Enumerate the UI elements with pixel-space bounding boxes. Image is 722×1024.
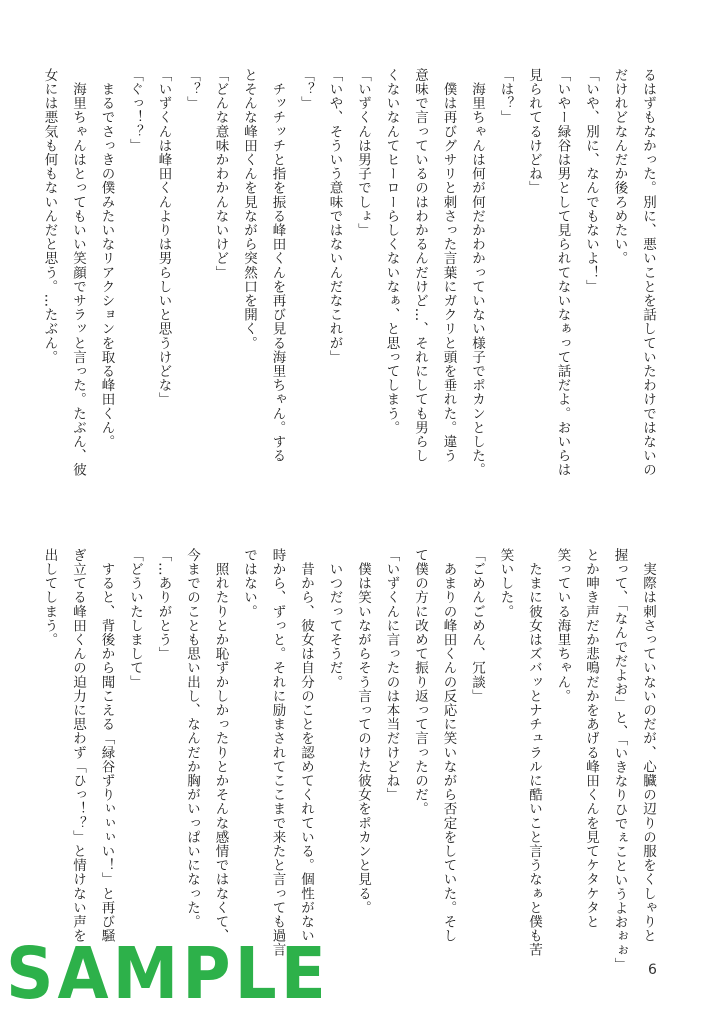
text-line: 「ごめんごめん、冗談」 bbox=[469, 548, 485, 704]
text-line: 「…ありがとう」 bbox=[155, 548, 172, 661]
text-line: 「いずくんは男子でしょ」 bbox=[355, 68, 371, 238]
text-line: 笑っている海里ちゃん。 bbox=[554, 548, 571, 704]
text-line: 海里ちゃんは何が何だかわかっていない様子でポカンとした。 bbox=[469, 68, 485, 477]
text-line: 出してしまう。 bbox=[41, 548, 58, 647]
text-line: 見られてるけどね」 bbox=[526, 68, 542, 195]
text-line: 「ぐっ！？」 bbox=[127, 68, 143, 153]
text-line: あまりの峰田くんの反応に笑いながら否定をしていた。そし bbox=[440, 548, 457, 943]
text-line: て僕の方に改めて振り返って言ったのだ。 bbox=[412, 548, 428, 816]
text-line: 握って、「なんでだよお」と、「いきなりひでぇこというよおぉぉ」 bbox=[611, 548, 628, 972]
text-line: ぎ立てる峰田くんの迫力に思わず「ひっ！？」と情けない声を bbox=[70, 548, 86, 943]
text-line: 実際は刺さっていないのだが、心臓の辺りの服をくしゃりと bbox=[640, 548, 656, 943]
text-line: 「いずくんに言ったのは本当だけどね」 bbox=[383, 548, 400, 802]
text-line: 「いずくんは峰田くんよりは男らしいと思うけどな」 bbox=[155, 68, 172, 407]
text-line: 時から、ずっと。それに励まされてここまで来たと言っても過言 bbox=[269, 548, 286, 957]
text-line: とか呻き声だか悲鳴だかをあげる峰田くんを見てケタケタと bbox=[583, 548, 599, 929]
text-line: まるでさっきの僕みたいなリアクションを取る峰田くん。 bbox=[98, 68, 115, 449]
text-line: だけれどなんだか後ろめたい。 bbox=[611, 68, 628, 266]
text-line: とそんな峰田くんを見ながら突然口を開く。 bbox=[241, 68, 257, 350]
page-number: 6 bbox=[648, 962, 657, 978]
text-line: 笑いした。 bbox=[497, 548, 514, 619]
text-line: いつだってそうだ。 bbox=[326, 548, 343, 689]
text-line: 「？」 bbox=[298, 68, 314, 111]
text-line: 「どんな意味かわかんないけど」 bbox=[212, 68, 229, 280]
text-line: 「いや、そういう意味ではないんだなこれが」 bbox=[326, 68, 343, 365]
text-line: 「どういたしまして」 bbox=[127, 548, 143, 689]
text-line: 「いや、別に、なんでもないよ！」 bbox=[583, 68, 599, 294]
text-line: 「は？」 bbox=[497, 68, 514, 125]
text-line: ではない。 bbox=[241, 548, 257, 619]
text-line: 海里ちゃんはとってもいい笑顔でサラッと言った。たぶん、彼 bbox=[70, 68, 86, 477]
text-column-top bbox=[35, 68, 662, 498]
text-line: 昔から、彼女は自分のことを認めてくれている。個性がない bbox=[298, 548, 314, 943]
text-line: くないなんてヒーローらしくないなぁ、と思ってしまう。 bbox=[383, 68, 400, 435]
text-line: るはずもなかった。別に、悪いことを話していたわけではないの bbox=[640, 68, 656, 477]
text-line: 意味で言っているのはわかるんだけど…、それにしても男らし bbox=[412, 68, 428, 463]
text-line: 僕は笑いながらそう言ってのけた彼女をポカンと見る。 bbox=[355, 548, 371, 915]
text-line: チッチッチと指を振る峰田くんを再び見る海里ちゃん。する bbox=[269, 68, 286, 463]
text-line: たまに彼女はズバッとナチュラルに酷いこと言うなぁと僕も苦 bbox=[526, 548, 542, 957]
text-line: 僕は再びグサリと刺さった言葉にガクリと頭を垂れた。違う bbox=[440, 68, 457, 463]
text-line: 「？」 bbox=[184, 68, 200, 111]
text-line: 照れたりとか恥ずかしかったりとかそんな感情ではなくて、 bbox=[212, 548, 229, 943]
text-column-bottom bbox=[35, 548, 662, 972]
text-line: 「いやー緑谷は男として見られてないなぁって話だよ。おいらは bbox=[554, 68, 571, 477]
sample-watermark: SAMPLE bbox=[6, 932, 330, 1016]
text-line: 今までのことも思い出し、なんだか胸がいっぱいになった。 bbox=[184, 548, 200, 929]
text-line: 女には悪気も何もないんだと思う。…たぶん。 bbox=[41, 68, 58, 365]
text-line: すると、背後から聞こえる「緑谷ずりぃぃぃい！」と再び騒 bbox=[98, 548, 115, 943]
